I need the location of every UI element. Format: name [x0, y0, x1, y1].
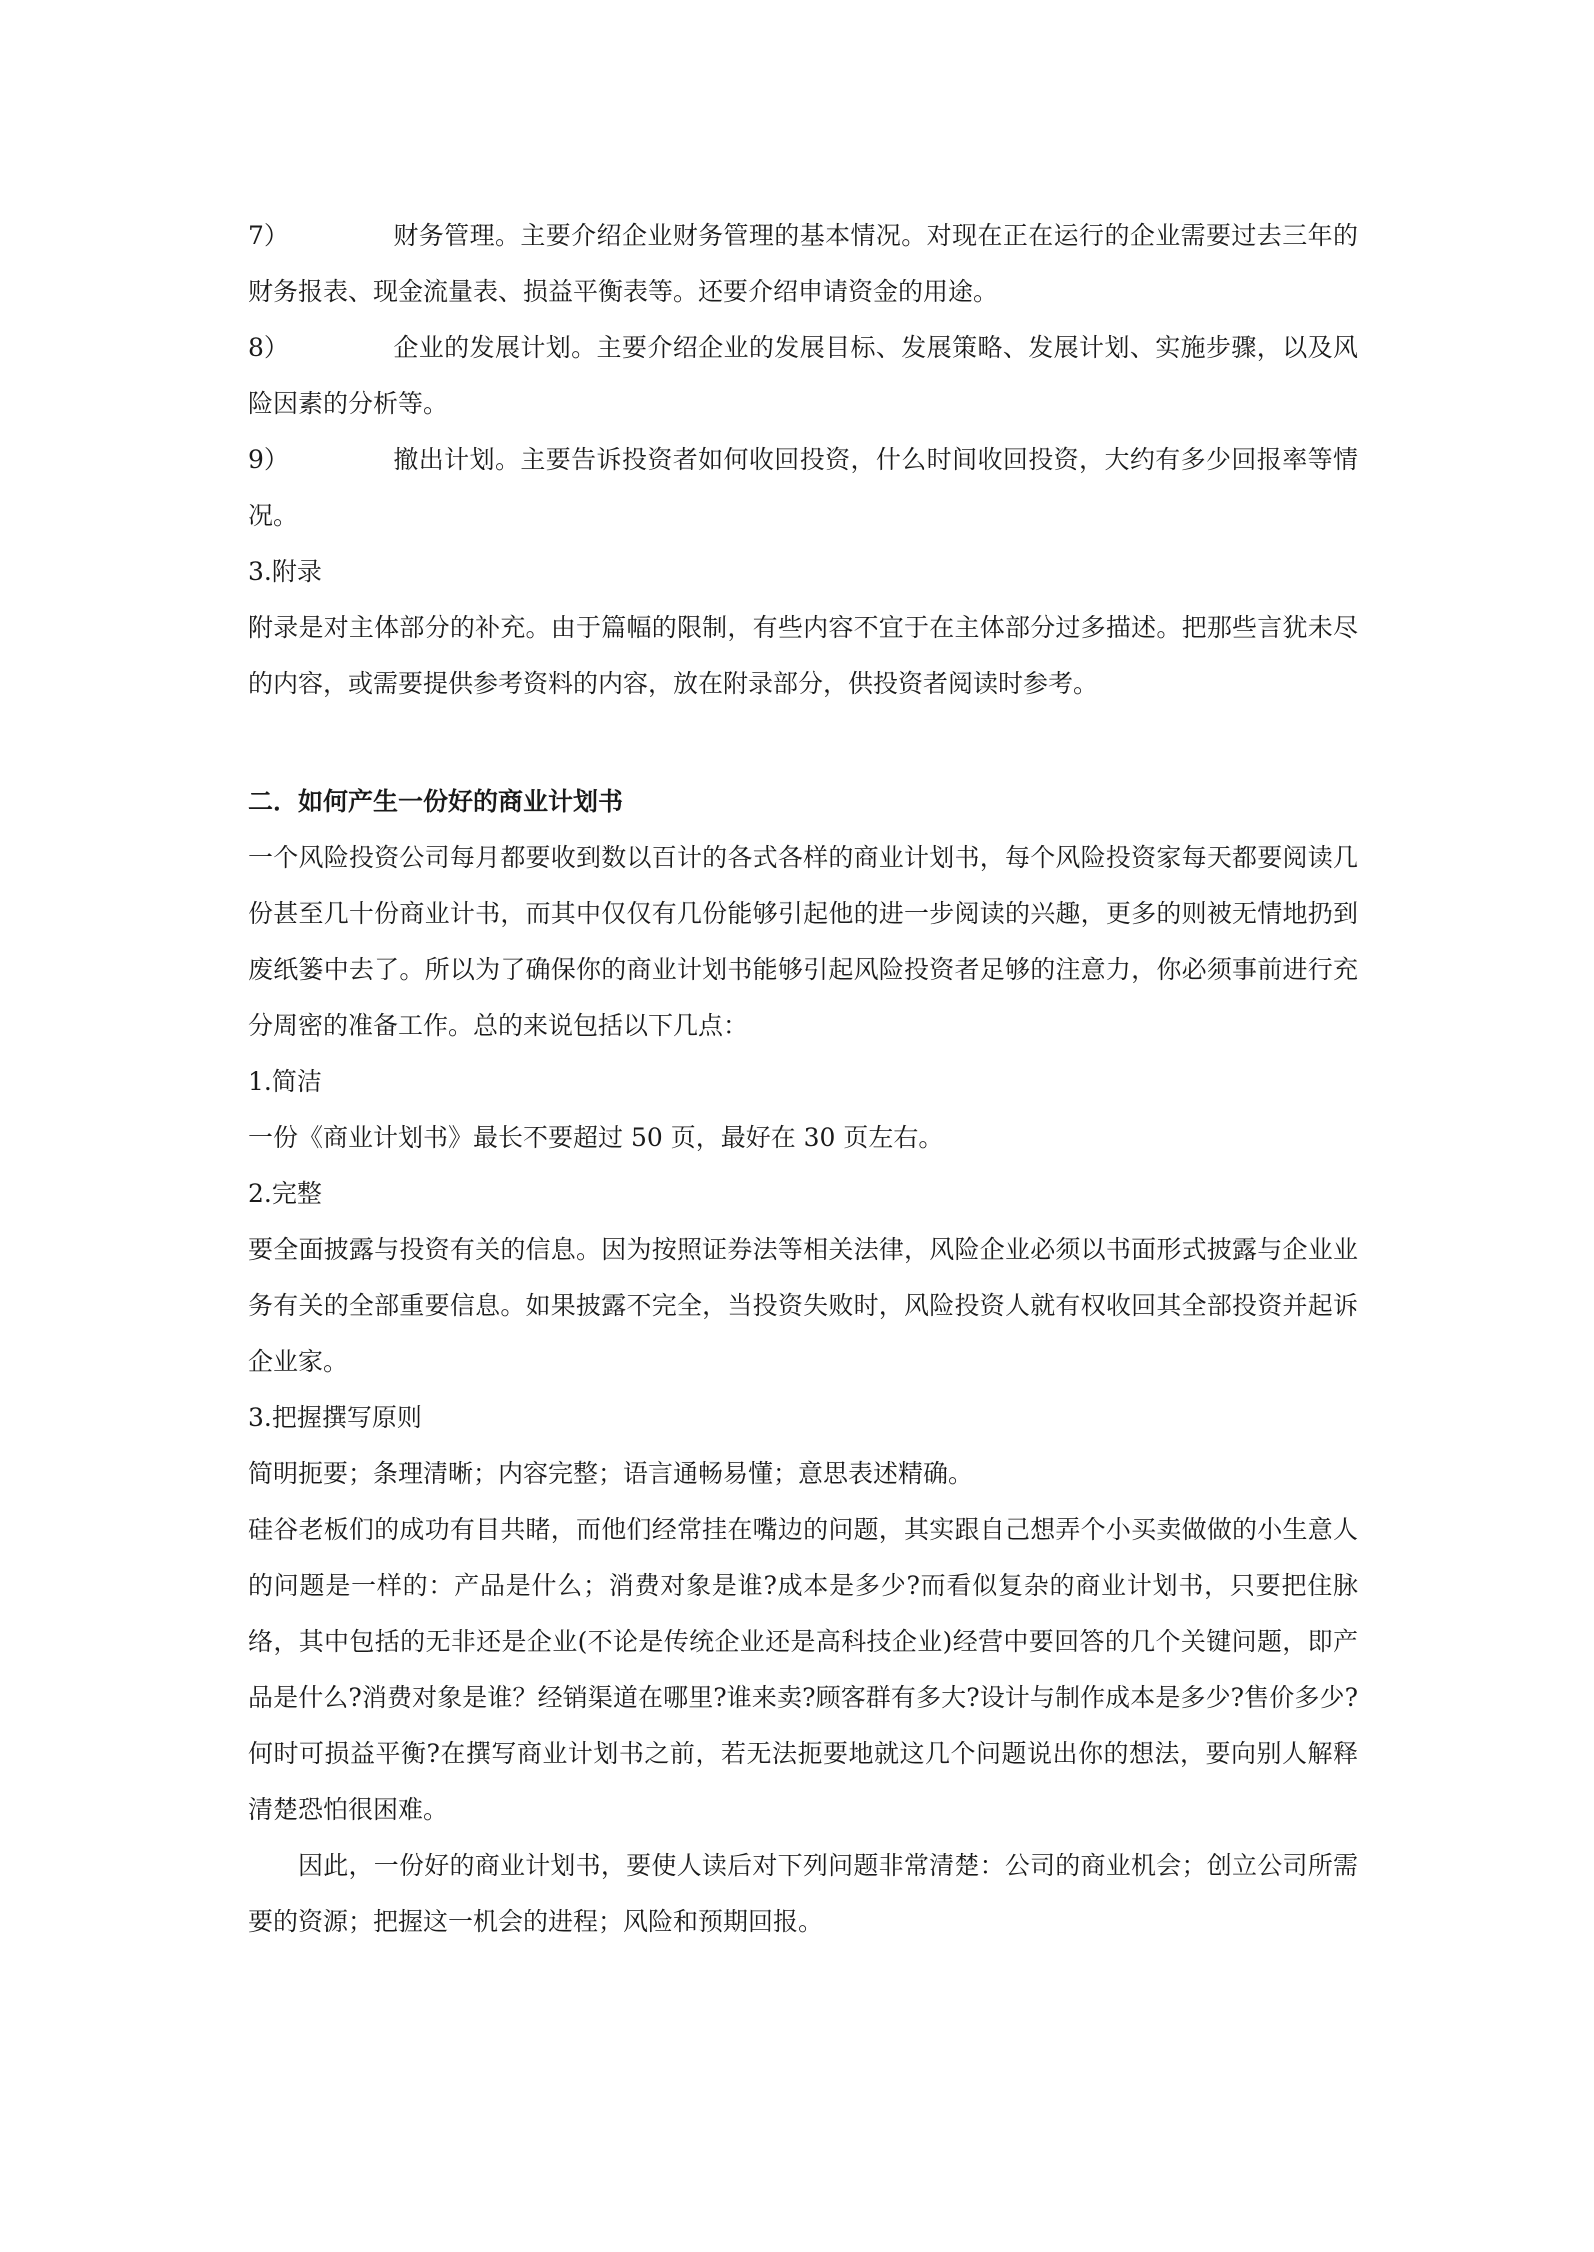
- list-item-text: 企业的发展计划。主要介绍企业的发展目标、发展策略、发展计划、实施步骤，以及风险因素的分析等。: [248, 333, 1358, 418]
- list-item-number: 7）: [248, 221, 289, 250]
- silicon-valley-paragraph: 硅谷老板们的成功有目共睹，而他们经常挂在嘴边的问题，其实跟自己想弄个小买卖做做的小生意人的问题是一样的：产品是什么；消费对象是谁?成本是多少?而看似复杂的商业计划书，只要把住脉络，其中包括的无非还是企业(不论是传统企业还是高科技企业)经营中要回答的几个关键问题，即产品是什么?消费对象是谁？经销渠道在哪里?谁来卖?顾客群有多大?设计与制作成本是多少?售价多少?何时可损益平衡?在撰写商业计划书之前，若无法扼要地就这几个问题说出你的想法，要向别人解释清楚恐怕很困难。: [248, 1515, 1358, 1824]
- page-content: [248, 208, 1358, 1950]
- list-item-text: 撤出计划。主要告诉投资者如何收回投资，什么时间收回投资，大约有多少回报率等情况。: [248, 445, 1358, 530]
- section-title: 二．如何产生一份好的商业计划书: [248, 787, 624, 816]
- section-intro: 一个风险投资公司每月都要收到数以百计的各式各样的商业计划书，每个风险投资家每天都要阅读几份甚至几十份商业计书，而其中仅仅有几份能够引起他的进一步阅读的兴趣，更多的则被无情地扔到废纸篓中去了。所以为了确保你的商业计划书能够引起风险投资者足够的注意力，你必须事前进行充分周密的准备工作。总的来说包括以下几点：: [248, 843, 1358, 1040]
- section-gap: [248, 712, 1358, 774]
- list-item-text: 财务管理。主要介绍企业财务管理的基本情况。对现在正在运行的企业需要过去三年的财务报表、现金流量表、损益平衡表等。还要介绍申请资金的用途。: [248, 221, 1358, 306]
- point-heading-complete: 2.完整: [248, 1179, 322, 1208]
- list-item-9: [248, 432, 1358, 544]
- point-text-complete: 要全面披露与投资有关的信息。因为按照证券法等相关法律，风险企业必须以书面形式披露与企业业务有关的全部重要信息。如果披露不完全，当投资失败时，风险投资人就有权收回其全部投资并起诉企业家。: [248, 1235, 1358, 1376]
- list-item-number: 8）: [248, 333, 289, 362]
- point-heading-concise: 1.简洁: [248, 1067, 322, 1096]
- list-item-7: [248, 208, 1358, 320]
- list-item-number: 9）: [248, 445, 289, 474]
- conclusion-paragraph: 因此，一份好的商业计划书，要使人读后对下列问题非常清楚：公司的商业机会；创立公司所需要的资源；把握这一机会的进程；风险和预期回报。: [248, 1851, 1358, 1936]
- appendix-heading: 3.附录: [248, 557, 322, 586]
- list-item-8: [248, 320, 1358, 432]
- point-text-principles: 简明扼要；条理清晰；内容完整；语言通畅易懂；意思表述精确。: [248, 1459, 974, 1488]
- point-text-concise: 一份《商业计划书》最长不要超过 50 页，最好在 30 页左右。: [248, 1123, 944, 1152]
- point-heading-principles: 3.把握撰写原则: [248, 1403, 422, 1432]
- appendix-text: 附录是对主体部分的补充。由于篇幅的限制，有些内容不宜于在主体部分过多描述。把那些言犹未尽的内容，或需要提供参考资料的内容，放在附录部分，供投资者阅读时参考。: [248, 613, 1358, 698]
